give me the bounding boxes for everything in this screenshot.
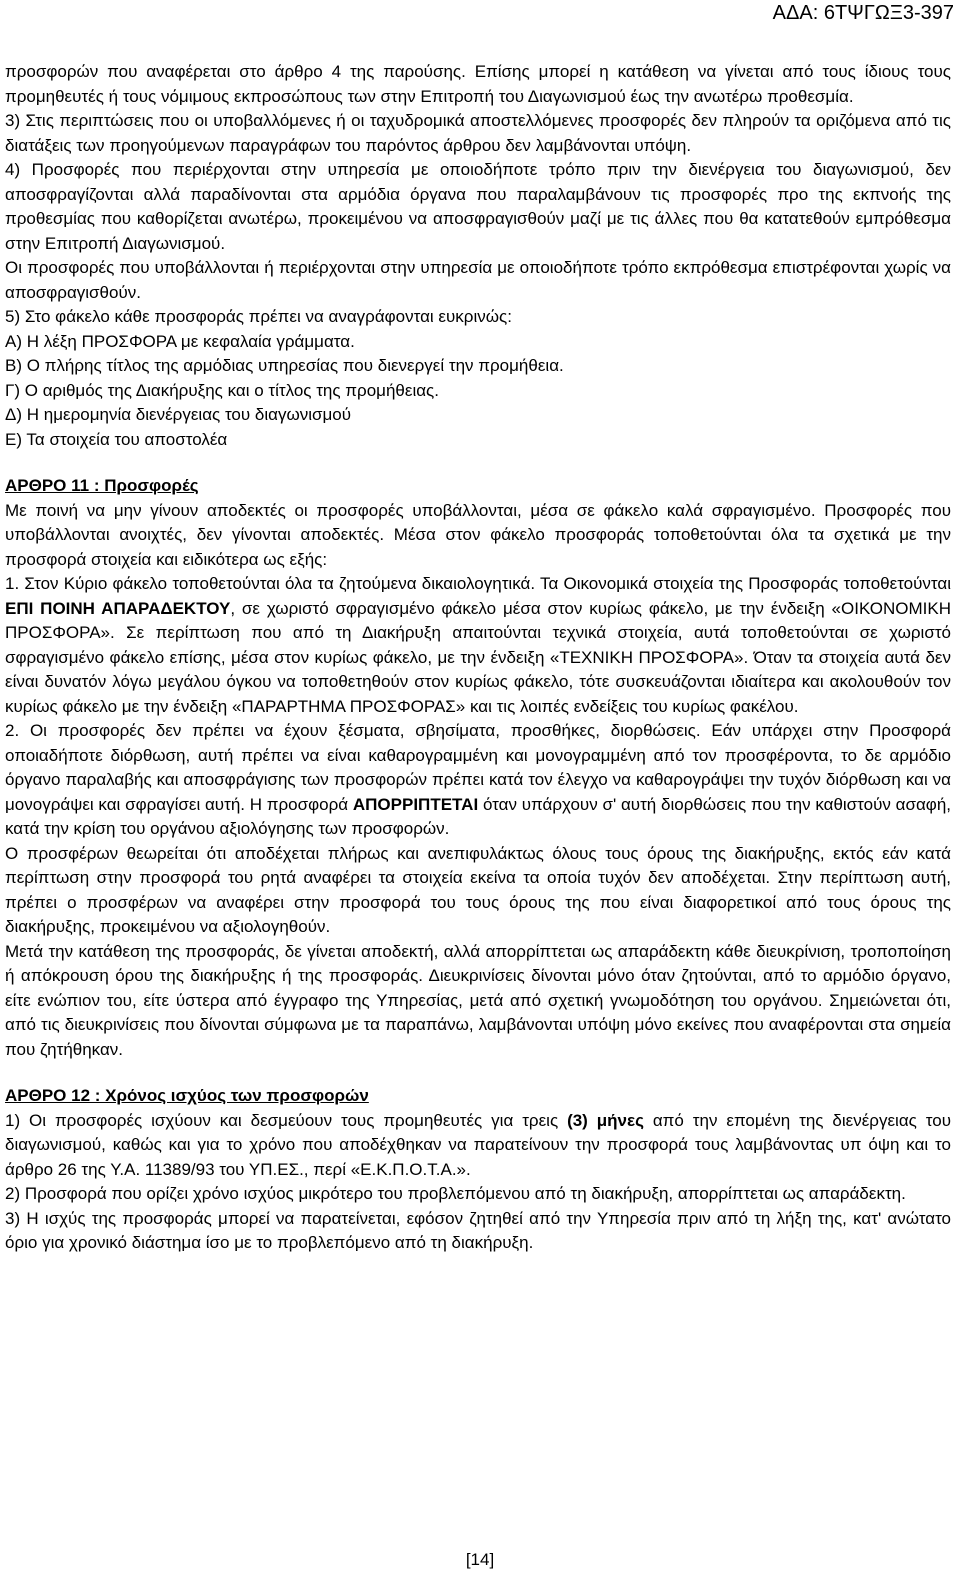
article-11-item-2 [5,719,951,842]
article-12-item-3: 3) Η ισχύς της προσφοράς μπορεί να παρατείνεται, εφόσον ζητηθεί από την Υπηρεσία πριν από τη λήξη της, κατ' ανώτατο όριο για χρονικό διάστημα ίσο με το προβλεπόμενο από τη διακήρυξη. [5,1208,951,1252]
article-12-item-2: 2) Προσφορά που ορίζει χρόνο ισχύος μικρότερο του προβλεπόμενου από τη διακήρυξη, απορρίπτεται ως απαράδεκτη. [5,1184,906,1203]
article-11-item-2-text-a: 2. Οι προσφορές δεν πρέπει να έχουν ξέσματα, σβησίματα, προσθήκες, διορθώσεις. Εάν υπάρχει στην Προσφορά οποιαδήποτε διόρθωση, αυτή πρέπει να είναι καθαρογραμμένη και μονογραμμένη από τον προσφέροντα, το δε αρμόδιο όργανο παραλαβής και αποσφράγισης των προσφορών πρέπει κατά τον έλεγχο να καθαρογράψει την τυχόν διόρθωση και να μονογράψει και σφραγίσει αυτή. Η προσφορά [5,721,951,814]
list-item-d: Δ) Η ημερομηνία διενέργειας του διαγωνισμού [5,405,352,424]
article-11-acceptance: Ο προσφέρων θεωρείται ότι αποδέχεται πλήρως και ανεπιφυλάκτως όλους τους όρους της διακήρυξης, εκτός εάν κατά περίπτωση στην προσφορά του ρητά αναφέρει τα στοιχεία εκείνα τα οποία τυχόν δεν αποδέχεται. Στην περίπτωση αυτή, πρέπει ο προσφέρων να αναφέρει στην προσφορά του τους όρους της που είναι διαφορετικοί από τους όρους της διακήρυξης, προκειμένου να αξιολογηθούν. [5,843,951,936]
paragraph-item-3: 3) Στις περιπτώσεις που οι υποβαλλόμενες ή οι ταχυδρομικά αποστελλόμενες προσφορές δεν πληρούν τα οριζόμενα από τις διατάξεις των προηγούμενων παραγράφων του παρόντος άρθρου δεν λαμβάνονται υπόψη. [5,111,951,155]
paragraph-late-offers: Οι προσφορές που υποβάλλονται ή περιέρχονται στην υπηρεσία με οποιοδήποτε τρόπο εκπρόθεσμα επιστρέφονται χωρίς να αποσφραγισθούν. [5,258,951,302]
page-number: [14] [465,1550,495,1569]
paragraph-item-5: 5) Στο φάκελο κάθε προσφοράς πρέπει να αναγράφονται ευκρινώς: [5,307,512,326]
article-11-item-1-text-b: , σε χωριστό σφραγισμένο φάκελο μέσα στον κυρίως φάκελο, με την ένδειξη «ΟΙΚΟΝΟΜΙΚΗ ΠΡΟΣΦΟΡΑ». Σε περίπτωση που από τη Διακήρυξη απαιτούνται τεχνικά στοιχεία, αυτά τοποθετούνται σε χωριστό σφραγισμένο φάκελο επίσης, μέσα στον κυρίως φάκελο, με την ένδειξη «ΤΕΧΝΙΚΗ ΠΡΟΣΦΟΡΑ». Όταν τα στοιχεία αυτά δεν είναι δυνατόν λόγω μεγάλου όγκου να τοποθετηθούν στον κυρίως φάκελο, τότε συσκευάζονται ιδιαίτερα και ακολουθούν τον κυρίως φάκελο με την ένδειξη «ΠΑΡΑΡΤΗΜΑ ΠΡΟΣΦΟΡΑΣ» και τις λοιπές ενδείξεις του κυρίως φακέλου. [5,598,951,716]
document-body [5,60,951,1256]
article-12-item-1-text-a: 1) Οι προσφορές ισχύουν και δεσμεύουν τους προμηθευτές για τρεις [5,1110,568,1130]
article-11-item-1-text-a: 1. Στον Κύριο φάκελο τοποθετούνται όλα τα ζητούμενα δικαιολογητικά. Τα Οικονομικά στοιχεία της Προσφοράς τοποθετούνται [5,574,951,593]
article-11-item-1 [5,572,951,719]
list-item-b: Β) Ο πλήρης τίτλος της αρμόδιας υπηρεσίας που διενεργεί την προμήθεια. [5,356,564,375]
article-12-item-1-bold: (3) μήνες [567,1110,644,1130]
article-11-item-2-bold: ΑΠΟΡΡΙΠΤΕΤΑΙ [352,794,479,814]
article-11-intro: Με ποινή να μην γίνουν αποδεκτές οι προσφορές υποβάλλονται, μέσα σε φάκελο καλά σφραγισμένο. Προσφορές που υποβάλλονται ανοιχτές, δεν γίνονται αποδεκτές. Μέσα στον φάκελο προσφοράς τοποθετούνται όλα τα σχετικά με την προσφορά στοιχεία και ειδικότερα ως εξής: [5,500,951,569]
paragraph-submission: προσφορών που αναφέρεται στο άρθρο 4 της παρούσης. Επίσης μπορεί η κατάθεση να γίνεται από τους ίδιους τους προμηθευτές ή τους νόμιμους εκπροσώπους των στην Επιτροπή του Διαγωνισμού έως την ανωτέρω προθεσμία. [5,62,951,106]
article-11-clarifications: Μετά την κατάθεση της προσφοράς, δε γίνεται αποδεκτή, αλλά απορρίπτεται ως απαράδεκτη κάθε διευκρίνιση, τροποποίηση ή απόκρουση όρου της διακήρυξης ή της προσφοράς. Διευκρινίσεις δίνονται μόνο όταν ζητούνται, από το αρμόδιο όργανο, είτε ενώπιον του, είτε ύστερα από έγγραφο της Υπηρεσίας, μετά από σχετική γνωμοδότηση του οργάνου. Σημειώνεται ότι, από τις διευκρινίσεις που δίνονται σύμφωνα με τα παραπάνω, λαμβάνονται υπόψη μόνο εκείνες που αναφέρονται στα σημεία που ζητήθηκαν. [5,941,951,1059]
article-12-item-1-text-b: από την επομένη της διενέργειας του διαγωνισμού, καθώς και για το χρόνο που αποδέχθηκαν να παρατείνουν την προσφορά τους λαμβάνοντας υπ όψη και το άρθρο 26 της Υ.Α. 11389/93 του ΥΠ.ΕΣ., περί «Ε.Κ.Π.Ο.Τ.Α.». [5,1110,952,1179]
article-12-item-1 [5,1109,951,1183]
ada-code: ΑΔΑ: 6ΤΨΓΩΞ3-397 [772,2,954,24]
article-12-heading: ΑΡΘΡΟ 12 : Χρόνος ισχύος των προσφορών [5,1086,369,1105]
article-11-item-2-text-b: όταν υπάρχουν σ' αυτή διορθώσεις που την καθιστούν ασαφή, κατά την κρίση του οργάνου αξιολόγησης των προσφορών. [5,794,952,838]
list-item-c: Γ) Ο αριθμός της Διακήρυξης και ο τίτλος της προμήθειας. [5,380,439,400]
list-item-a: Α) Η λέξη ΠΡΟΣΦΟΡΑ με κεφαλαία γράμματα. [5,331,355,351]
list-item-e: Ε) Τα στοιχεία του αποστολέα [5,429,228,449]
article-11-heading: ΑΡΘΡΟ 11 : Προσφορές [5,476,199,495]
article-11-item-1-bold: ΕΠΙ ΠΟΙΝΗ ΑΠΑΡΑΔΕΚΤΟΥ [5,598,231,618]
paragraph-item-4: 4) Προσφορές που περιέρχονται στην υπηρεσία με οποιοδήποτε τρόπο πριν την διενέργεια του διαγωνισμού, δεν αποσφραγίζονται αλλά παραδίνονται στα αρμόδια όργανα που παραλαμβάνουν τις προσφορές προ της εκπνοής της προθεσμίας που καθορίζεται ανωτέρω, προκειμένου να αποσφραγισθούν μαζί με τις άλλες που θα κατατεθούν εμπρόθεσμα στην Επιτροπή Διαγωνισμού. [5,160,951,253]
